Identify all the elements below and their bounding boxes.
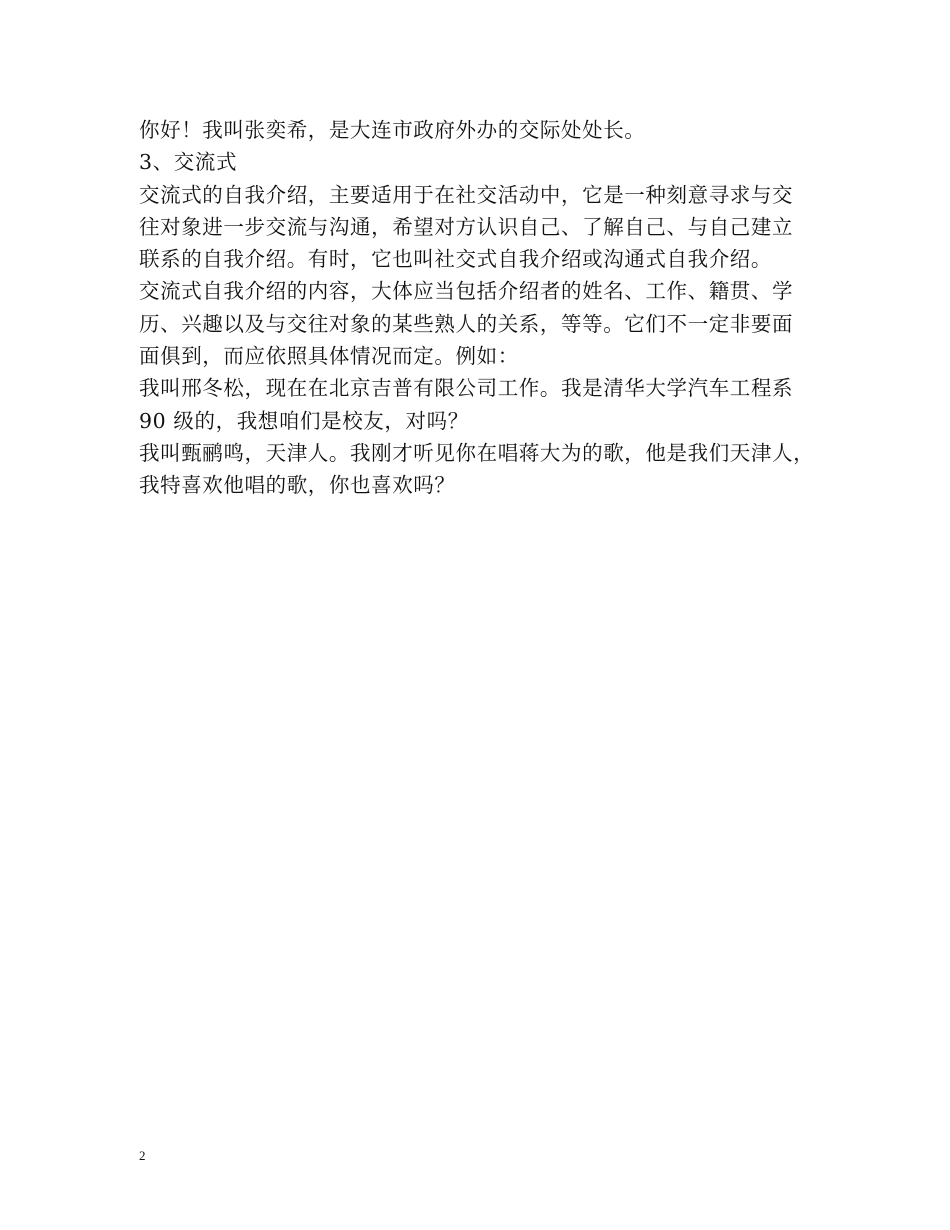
page-number: 2 — [139, 1148, 146, 1163]
text-line: 面俱到，而应依照具体情况而定。例如： — [139, 344, 519, 369]
text-line: 往对象进一步交流与沟通，希望对方认识自己、了解自己、与自己建立 — [139, 214, 794, 239]
section-heading: 3、交流式 — [139, 150, 238, 175]
text-line: 交流式的自我介绍，主要适用于在社交活动中，它是一种刻意寻求与交 — [139, 182, 794, 207]
text-line: 我叫邢冬松，现在在北京吉普有限公司工作。我是清华大学汽车工程系 — [139, 376, 794, 401]
text-line: 联系的自我介绍。有时，它也叫社交式自我介绍或沟通式自我介绍。 — [139, 247, 772, 272]
text-line: 交流式自我介绍的内容，大体应当包括介绍者的姓名、工作、籍贯、学 — [139, 279, 794, 304]
text-line: 我叫甄鹂鸣，天津人。我刚才听见你在唱蒋大为的歌，他是我们天津人， — [139, 440, 815, 465]
text-line: 我特喜欢他唱的歌，你也喜欢吗？ — [139, 473, 456, 498]
text-line: 历、兴趣以及与交往对象的某些熟人的关系，等等。它们不一定非要面 — [139, 311, 794, 336]
document-body — [139, 114, 829, 502]
text-line: 你好！我叫张奕希，是大连市政府外办的交际处处长。 — [139, 118, 646, 142]
text-line: 90 级的，我想咱们是校友，对吗？ — [139, 408, 469, 433]
